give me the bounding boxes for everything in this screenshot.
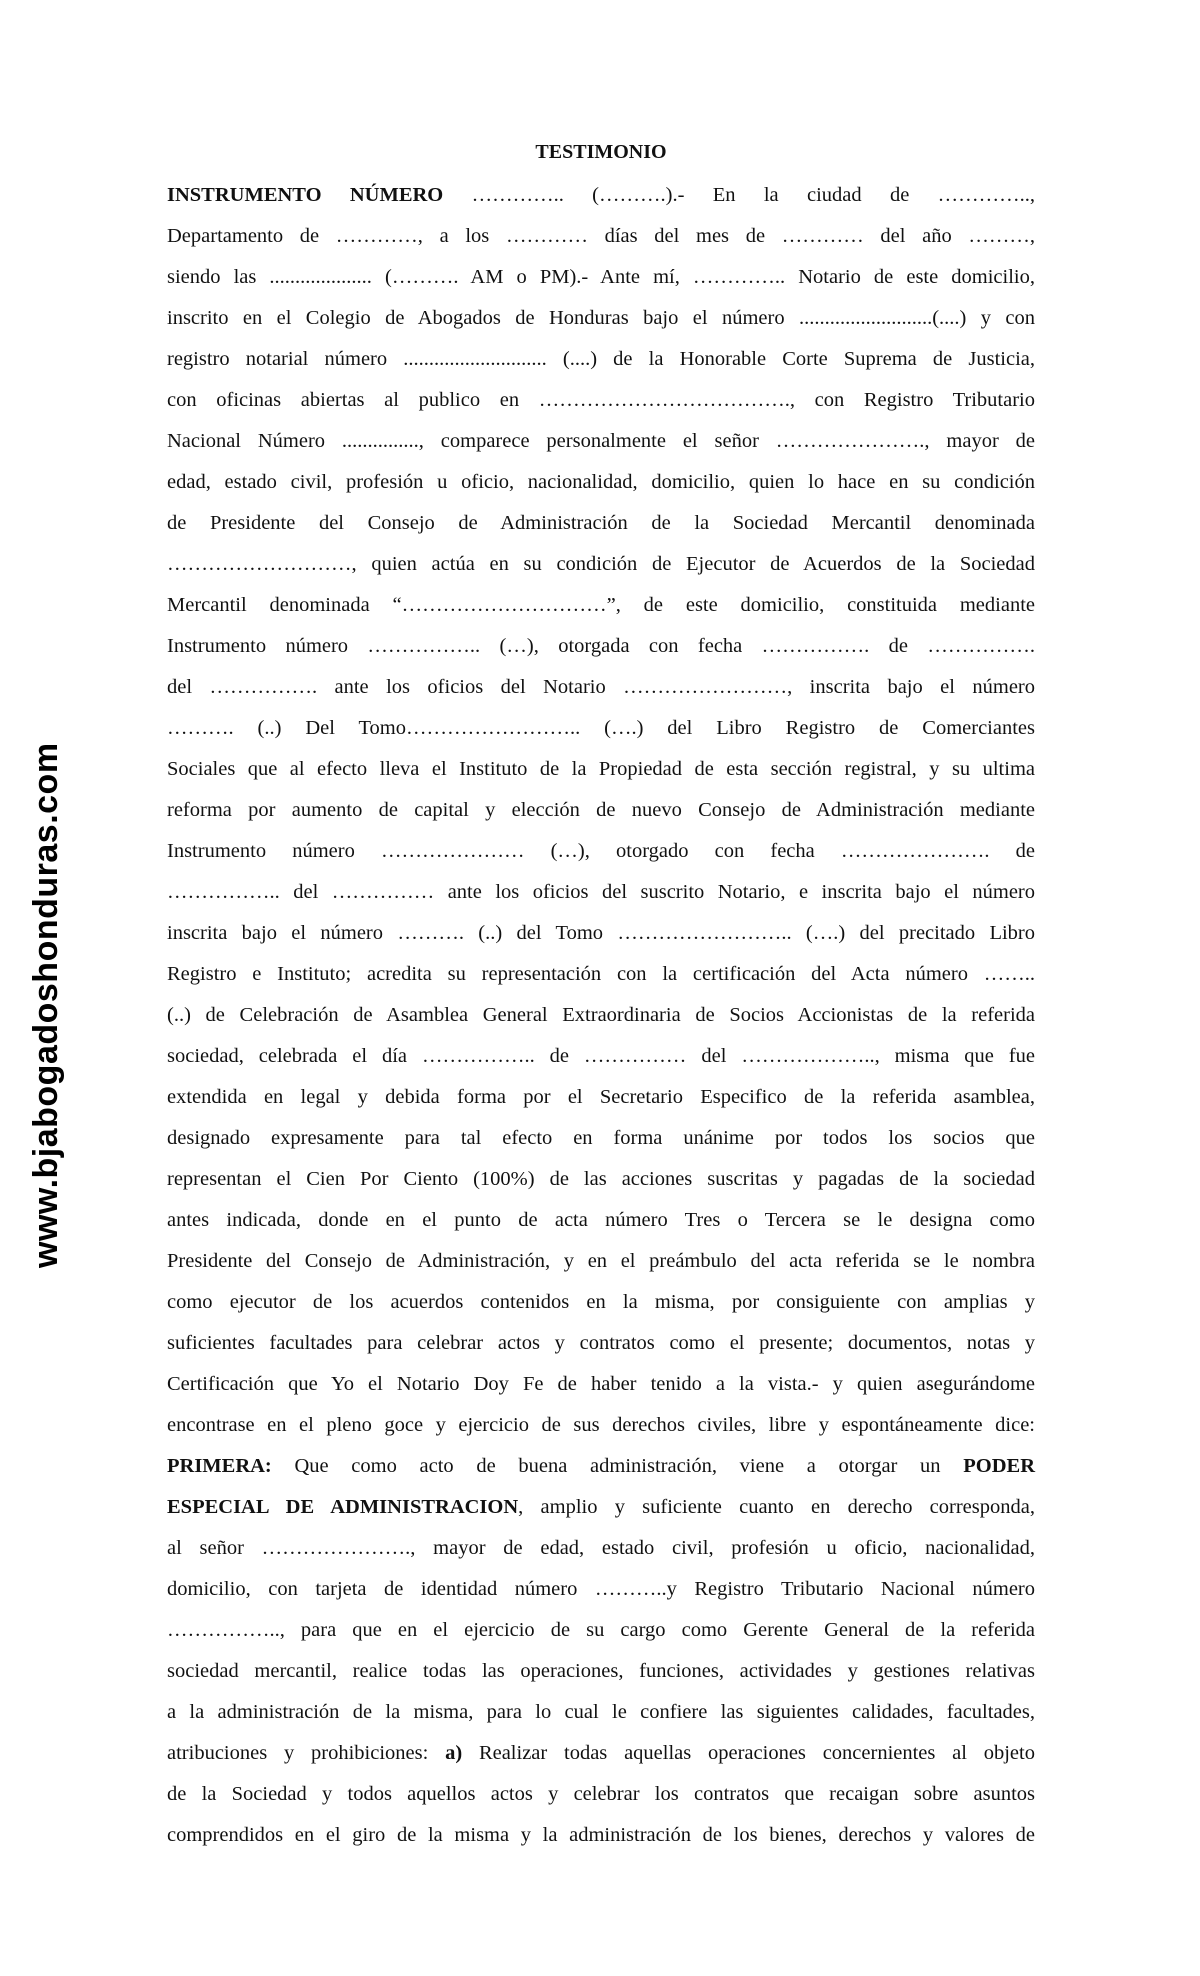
text-line xyxy=(167,667,1035,708)
text-line xyxy=(167,1528,1035,1569)
text-line xyxy=(167,1446,1035,1487)
bold-text-run: ESPECIAL DE ADMINISTRACION xyxy=(167,1496,519,1518)
text-line xyxy=(167,708,1035,749)
text-line xyxy=(167,421,1035,462)
text-run: ………………………, quien actúa en su condición de Ejecutor de Acuerdos de la Sociedad xyxy=(167,553,1035,575)
text-run: a la administración de la misma, para lo cual le confiere las siguientes calidades, facultades, xyxy=(167,1701,1035,1723)
text-line xyxy=(167,544,1035,585)
text-line xyxy=(167,257,1035,298)
text-line xyxy=(167,954,1035,995)
text-line xyxy=(167,995,1035,1036)
text-run: Departamento de …………, a los ………… días del mes de ………… del año ………, xyxy=(167,225,1035,247)
text-run: reforma por aumento de capital y elección de nuevo Consejo de Administración mediante xyxy=(167,799,1035,821)
document-body xyxy=(167,175,1035,1856)
bold-text-run: INSTRUMENTO NÚMERO xyxy=(167,184,444,206)
text-line xyxy=(167,1815,1035,1856)
text-run: del ……………. ante los oficios del Notario ……………………, inscrita bajo el número xyxy=(167,676,1035,698)
text-line xyxy=(167,1241,1035,1282)
text-line xyxy=(167,1282,1035,1323)
text-run: Realizar todas aquellas operaciones concernientes al objeto xyxy=(462,1742,1035,1764)
text-run: Que como acto de buena administración, viene a otorgar un xyxy=(271,1455,964,1477)
text-line xyxy=(167,1200,1035,1241)
text-run: al señor …………………., mayor de edad, estado civil, profesión u oficio, nacionalidad, xyxy=(167,1537,1035,1559)
text-run: Presidente del Consejo de Administración, y en el preámbulo del acta referida se le nombra xyxy=(167,1250,1035,1272)
bold-text-run: a) xyxy=(445,1742,463,1764)
document-title: TESTIMONIO xyxy=(535,141,667,163)
text-line xyxy=(167,790,1035,831)
text-line xyxy=(167,749,1035,790)
text-line xyxy=(167,339,1035,380)
text-line xyxy=(167,1569,1035,1610)
bold-text-run: PRIMERA: xyxy=(167,1455,272,1477)
text-line xyxy=(167,1610,1035,1651)
text-line xyxy=(167,1077,1035,1118)
text-run: Nacional Número ..............., comparece personalmente el señor …………………., mayor de xyxy=(167,430,1035,452)
text-line xyxy=(167,1364,1035,1405)
text-run: representan el Cien Por Ciento (100%) de las acciones suscritas y pagadas de la sociedad xyxy=(167,1168,1035,1190)
text-run: Instrumento número ………………… (…), otorgado con fecha …………………. de xyxy=(167,840,1035,862)
bold-text-run: PODER xyxy=(963,1455,1035,1477)
text-line xyxy=(167,1405,1035,1446)
text-run: …………….., para que en el ejercicio de su cargo como Gerente General de la referida xyxy=(167,1619,1035,1641)
text-line xyxy=(167,1733,1035,1774)
text-run: Sociales que al efecto lleva el Instituto de la Propiedad de esta sección registral, y su ultima xyxy=(167,758,1035,780)
text-line xyxy=(167,216,1035,257)
text-run: comprendidos en el giro de la misma y la administración de los bienes, derechos y valores de xyxy=(167,1824,1035,1846)
text-run: siendo las .................... (………. AM o PM).- Ante mí, ………….. Notario de este domicilio, xyxy=(167,266,1035,288)
text-line xyxy=(167,1036,1035,1077)
text-run: sociedad, celebrada el día …………….. de …………… del ……………….., misma que fue xyxy=(167,1045,1035,1067)
text-run: Certificación que Yo el Notario Doy Fe de haber tenido a la vista.- y quien asegurándome xyxy=(167,1373,1035,1395)
text-run: (..) de Celebración de Asamblea General Extraordinaria de Socios Accionistas de la referida xyxy=(167,1004,1035,1026)
text-run: registro notarial número ............................ (....) de la Honorable Corte Suprema de Justicia, xyxy=(167,348,1035,370)
text-run: con oficinas abiertas al publico en ………………………………., con Registro Tributario xyxy=(167,389,1035,411)
text-run: Instrumento número …………….. (…), otorgada con fecha ……………. de ……………. xyxy=(167,635,1035,657)
text-line xyxy=(167,626,1035,667)
text-run: ………. (..) Del Tomo…………………….. (….) del Libro Registro de Comerciantes xyxy=(167,717,1035,739)
text-line xyxy=(167,175,1035,216)
text-line xyxy=(167,1651,1035,1692)
website-watermark: www.bjabogadoshonduras.com xyxy=(27,742,65,1268)
text-run: de la Sociedad y todos aquellos actos y celebrar los contratos que recaigan sobre asuntos xyxy=(167,1783,1035,1805)
text-line xyxy=(167,298,1035,339)
text-run: Mercantil denominada “…………………………”, de este domicilio, constituida mediante xyxy=(167,594,1035,616)
text-line xyxy=(167,1159,1035,1200)
text-line xyxy=(167,462,1035,503)
text-run: inscrito en el Colegio de Abogados de Honduras bajo el número ..........................(....) y con xyxy=(167,307,1035,329)
text-line xyxy=(167,913,1035,954)
text-run: edad, estado civil, profesión u oficio, nacionalidad, domicilio, quien lo hace en su condición xyxy=(167,471,1035,493)
text-run: encontrase en el pleno goce y ejercicio de sus derechos civiles, libre y espontáneamente dice: xyxy=(167,1414,1035,1436)
text-run: Registro e Instituto; acredita su representación con la certificación del Acta número …….. xyxy=(167,963,1035,985)
text-run: extendida en legal y debida forma por el Secretario Especifico de la referida asamblea, xyxy=(167,1086,1035,1108)
text-run: , amplio y suficiente cuanto en derecho corresponda, xyxy=(518,1496,1035,1518)
text-line xyxy=(167,831,1035,872)
text-line xyxy=(167,585,1035,626)
text-line xyxy=(167,1118,1035,1159)
text-line xyxy=(167,1774,1035,1815)
text-run: inscrita bajo el número ………. (..) del Tomo …………………….. (….) del precitado Libro xyxy=(167,922,1035,944)
text-line xyxy=(167,1692,1035,1733)
text-line xyxy=(167,380,1035,421)
text-run: como ejecutor de los acuerdos contenidos en la misma, por consiguiente con amplias y xyxy=(167,1291,1035,1313)
text-run: domicilio, con tarjeta de identidad número ………..y Registro Tributario Nacional número xyxy=(167,1578,1035,1600)
text-line xyxy=(167,503,1035,544)
text-run: ………….. (……….).- En la ciudad de ………….., xyxy=(443,184,1036,206)
text-run: atribuciones y prohibiciones: xyxy=(167,1742,446,1764)
text-run: antes indicada, donde en el punto de acta número Tres o Tercera se le designa como xyxy=(167,1209,1035,1231)
text-run: sociedad mercantil, realice todas las operaciones, funciones, actividades y gestiones relativas xyxy=(167,1660,1035,1682)
text-run: designado expresamente para tal efecto en forma unánime por todos los socios que xyxy=(167,1127,1035,1149)
text-line xyxy=(167,872,1035,913)
text-line xyxy=(167,1487,1035,1528)
text-run: suficientes facultades para celebrar actos y contratos como el presente; documentos, notas y xyxy=(167,1332,1035,1354)
text-run: de Presidente del Consejo de Administración de la Sociedad Mercantil denominada xyxy=(167,512,1035,534)
text-run: …………….. del …………… ante los oficios del suscrito Notario, e inscrita bajo el número xyxy=(167,881,1035,903)
text-line xyxy=(167,1323,1035,1364)
